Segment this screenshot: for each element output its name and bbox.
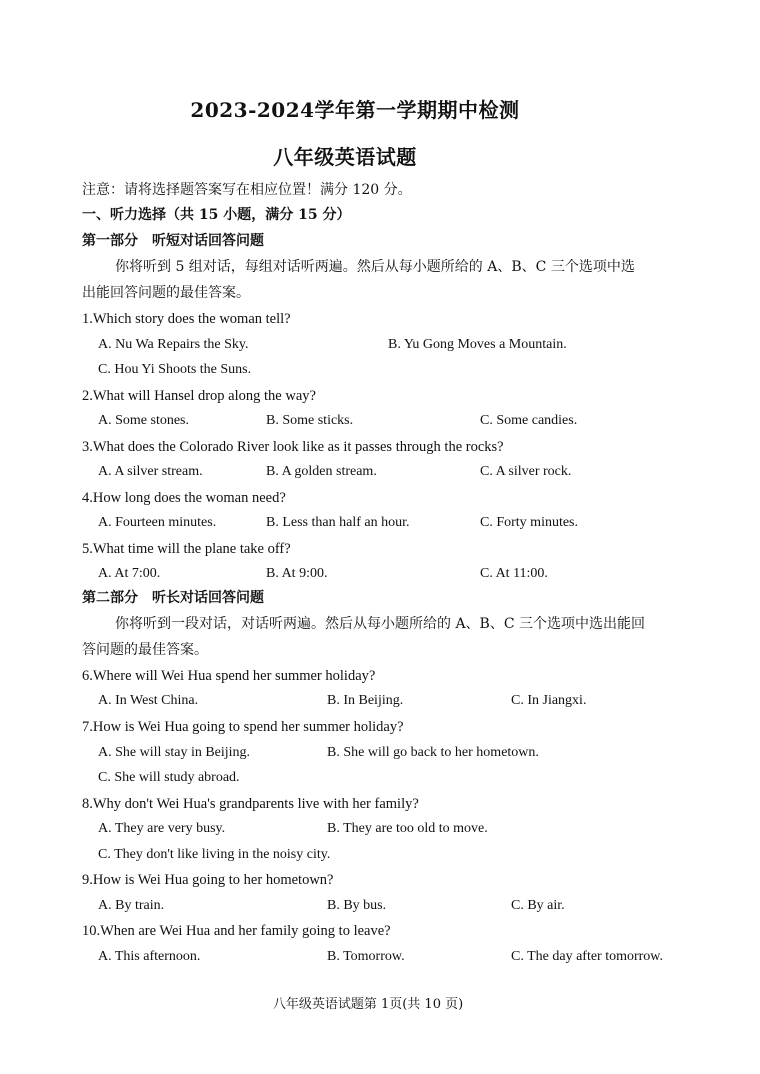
exam-subtitle: 八年级英语试题 bbox=[273, 145, 417, 169]
part1-instructions-line1: 你将听到 5 组对话，每组对话听两遍。然后从每小题所给的 A、B、C 三个选项中选 bbox=[115, 259, 635, 275]
q2-option-a: A. Some stones. bbox=[98, 413, 189, 428]
q9-option-a: A. By train. bbox=[98, 898, 165, 913]
part1-instructions-line2: 出能回答问题的最佳答案。 bbox=[82, 285, 250, 301]
q7-option-c: C. She will study abroad. bbox=[98, 770, 240, 785]
q5-option-c: C. At 11:00. bbox=[480, 566, 548, 581]
q7-option-a: A. She will stay in Beijing. bbox=[98, 745, 251, 760]
part2-instructions-line2: 答问题的最佳答案。 bbox=[82, 642, 208, 658]
question-3: 3.What does the Colorado River look like as it passes through the rocks? bbox=[82, 439, 504, 455]
q8-option-b: B. They are too old to move. bbox=[327, 821, 488, 836]
q2-option-c: C. Some candies. bbox=[480, 413, 578, 428]
question-5: 5.What time will the plane take off? bbox=[82, 541, 291, 557]
q4-option-b: B. Less than half an hour. bbox=[266, 515, 410, 530]
q9-option-c: C. By air. bbox=[511, 898, 565, 913]
question-2: 2.What will Hansel drop along the way? bbox=[82, 388, 316, 404]
q1-option-b: B. Yu Gong Moves a Mountain. bbox=[388, 337, 567, 352]
q6-option-b: B. In Beijing. bbox=[327, 693, 404, 708]
question-4: 4.How long does the woman need? bbox=[82, 490, 286, 506]
notice-text: 注意：请将选择题答案写在相应位置！满分 120 分。 bbox=[82, 182, 412, 198]
q2-option-b: B. Some sticks. bbox=[266, 413, 354, 428]
question-1: 1.Which story does the woman tell? bbox=[82, 311, 291, 327]
question-7: 7.How is Wei Hua going to spend her summer holiday? bbox=[82, 719, 404, 735]
question-9: 9.How is Wei Hua going to her hometown? bbox=[82, 872, 334, 888]
q9-option-b: B. By bus. bbox=[327, 898, 387, 913]
q3-option-b: B. A golden stream. bbox=[266, 464, 377, 479]
q8-option-c: C. They don't like living in the noisy city. bbox=[98, 847, 331, 862]
q1-option-c: C. Hou Yi Shoots the Suns. bbox=[98, 362, 252, 377]
part2-heading: 第二部分 听长对话回答问题 bbox=[82, 590, 264, 606]
q6-option-a: A. In West China. bbox=[98, 693, 199, 708]
section-heading: 一、听力选择（共 15 小题，满分 15 分） bbox=[82, 207, 351, 223]
q10-option-b: B. Tomorrow. bbox=[327, 949, 405, 964]
part2-instructions-line1: 你将听到一段对话，对话听两遍。然后从每小题所给的 A、B、C 三个选项中选出能回 bbox=[115, 616, 646, 632]
part1-heading: 第一部分 听短对话回答问题 bbox=[82, 233, 264, 249]
q6-option-c: C. In Jiangxi. bbox=[511, 693, 587, 708]
q7-option-b: B. She will go back to her hometown. bbox=[327, 745, 539, 760]
page-footer: 八年级英语试题第 1页(共 10 页) bbox=[272, 997, 464, 1012]
question-8: 8.Why don't Wei Hua's grandparents live with her family? bbox=[82, 796, 419, 812]
q10-option-c: C. The day after tomorrow. bbox=[511, 949, 664, 964]
q1-option-a: A. Nu Wa Repairs the Sky. bbox=[98, 337, 249, 352]
q5-option-b: B. At 9:00. bbox=[266, 566, 328, 581]
q3-option-c: C. A silver rock. bbox=[480, 464, 572, 479]
q3-option-a: A. A silver stream. bbox=[98, 464, 203, 479]
q5-option-a: A. At 7:00. bbox=[98, 566, 161, 581]
q4-option-c: C. Forty minutes. bbox=[480, 515, 579, 530]
q8-option-a: A. They are very busy. bbox=[98, 821, 226, 836]
exam-title: 2023-2024学年第一学期期中检测 bbox=[190, 98, 520, 122]
question-6: 6.Where will Wei Hua spend her summer holiday? bbox=[82, 668, 376, 684]
q10-option-a: A. This afternoon. bbox=[98, 949, 201, 964]
question-10: 10.When are Wei Hua and her family going to leave? bbox=[82, 923, 391, 939]
q4-option-a: A. Fourteen minutes. bbox=[98, 515, 217, 530]
